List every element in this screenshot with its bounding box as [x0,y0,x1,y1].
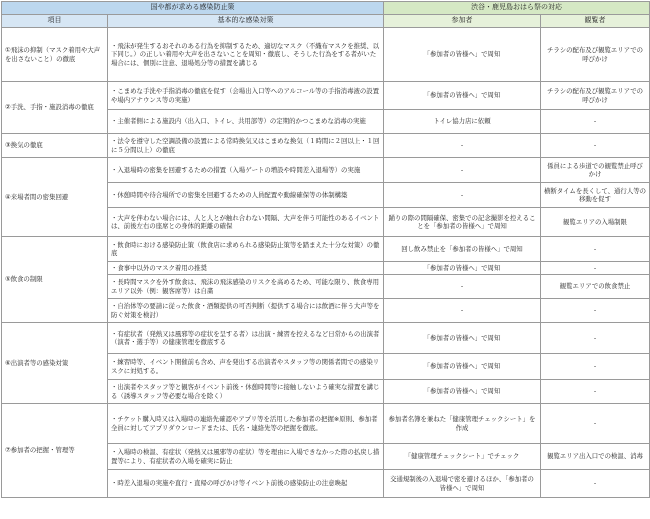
measure-cell: ・飲食時における感染防止策（飲食店に求められる感染防止策等を踏まえた十分な対策）の徹底 [108,237,384,262]
participant-cell: 「参加者の皆様へ」で周知 [384,262,541,275]
participant-header: 参加者 [384,15,541,28]
spectator-cell: - [541,380,650,404]
table-row [2,404,650,444]
participant-cell: 交通規制後の入退場で密を避けるほか、「参加者の皆様へ」で周知 [384,470,541,498]
table-row [2,158,650,183]
participant-cell: 「参加者の皆様へ」で周知 [384,28,541,82]
participant-cell: - [384,183,541,208]
participant-cell: 「参加者の皆様へ」で周知 [384,354,541,380]
measure-cell: ・主催者側による施設内（出入口、トイレ、共用部等）の定期的かつこまめな消毒の実施 [108,110,384,134]
measure-cell: ・休憩時間や待合場所での密集を回避するための人員配置や動線確保等の体制構築 [108,183,384,208]
table-row [2,28,650,82]
category-cell: ③換気の徹底 [2,134,108,158]
measure-cell: ・大声を伴わない場合には、人と人とが触れ合わない間隔、大声を伴う可能性のあるイベントは、前後左右の座席との身体的距離の確保 [108,208,384,237]
infection-measures-table [1,1,650,498]
local-group-header: 渋谷・鹿児島おはら祭の対応 [384,2,650,15]
measure-cell: ・入退場時の密集を回避するための措置（入場ゲートの増設や時間差入退場等）の実施 [108,158,384,183]
spectator-cell: - [541,262,650,275]
spectator-header: 観覧者 [541,15,650,28]
spectator-cell: - [541,323,650,354]
item-header: 項目 [2,15,108,28]
spectator-cell: 観覧エリア出入口での検温、消毒 [541,444,650,470]
table-body [2,28,650,498]
table-row [2,82,650,110]
category-cell: ②手洗、手指・施設消毒の徹底 [2,82,108,134]
measure-cell: ・長時間マスクを外す飲食は、飛沫の飛沫感染のリスクを高めるため、可能な限り、飲食専用エリア以外（例：観客席等）は自粛 [108,275,384,299]
table-row [2,134,650,158]
spectator-cell: - [541,404,650,444]
spectator-cell: 横断タイムを長くして、通行人等の移動を促す [541,183,650,208]
participant-cell: - [384,134,541,158]
participant-cell: - [384,275,541,299]
spectator-cell: - [541,470,650,498]
spectator-cell: 観覧エリアでの飲食禁止 [541,275,650,299]
measure-cell: ・有症状者（発熱又は風邪等の症状を呈する者）は出演・練習を控えるなど日常からの出演者（演者・選手等）の健康管理を徹底する [108,323,384,354]
participant-cell: 「健康管理チェックシート」でチェック [384,444,541,470]
participant-cell: 「参加者の皆様へ」で周知 [384,323,541,354]
spectator-cell: - [541,354,650,380]
spectator-cell: - [541,134,650,158]
measure-cell: ・自治体等の要請に従った飲食・酒類提供の可否判断（提供する場合には飲酒に伴う大声等を防ぐ対策を検討） [108,299,384,323]
participant-cell: 参加者名簿を兼ねた「健康管理チェックシート」を作成 [384,404,541,444]
spectator-cell: チラシの配布及び観覧エリアでの呼びかけ [541,82,650,110]
participant-cell: 「参加者の皆様へ」で周知 [384,380,541,404]
measure-cell: ・飛沫が発生するおそれのある行為を抑制するため、適切なマスク（不織布マスクを推奨、以下同じ。）の正しい着用や大声を出さないことを周知・徹底し、そうした行為をする者がいた場合には、個別に注意、退場処分等の措置を講じる [108,28,384,82]
category-cell: ①飛沫の抑制（マスク着用や大声を出さないこと）の徹底 [2,28,108,82]
spectator-cell: - [541,237,650,262]
measure-cell: ・時差入退場の実施や直行・直帰の呼びかけ等イベント前後の感染防止の注意喚起 [108,470,384,498]
participant-cell: 回し飲み禁止を「参加者の皆様へ」で周知 [384,237,541,262]
measure-cell: ・入場時の検温、有症状（発熱又は風邪等の症状）等を理由に入場できなかった際の払戻し措置等により、有症状者の入場を確実に防止 [108,444,384,470]
spectator-cell: チラシの配布及び観覧エリアでの呼びかけ [541,28,650,82]
spectator-cell: - [541,110,650,134]
gov-group-header: 国や都が求める感染防止策 [2,2,384,15]
table-row [2,237,650,262]
measure-header: 基本的な感染対策 [108,15,384,28]
category-cell: ⑥出演者等の感染対策 [2,323,108,404]
measure-cell: ・練習時等、イベント開催前も含め、声を発出する出演者やスタッフ等の関係者間での感染リスクに対処する。 [108,354,384,380]
participant-cell: 「参加者の皆様へ」で周知 [384,82,541,110]
participant-cell: トイレ協力店に依頼 [384,110,541,134]
measure-cell: ・こまめな手洗や手指消毒の徹底を促す（会場出入口等へのアルコール等の手指消毒液の設置や場内アナウンス等の実施） [108,82,384,110]
participant-cell: - [384,158,541,183]
spectator-cell: 係員による歩道での観覧禁止呼びかけ [541,158,650,183]
category-cell: ④来場者間の密集回避 [2,158,108,237]
table-row [2,323,650,354]
category-cell: ⑤飲食の制限 [2,237,108,323]
measure-cell: ・法令を遵守した空調設備の設置による常時換気又はこまめな換気（１時間に２回以上・１回に５分間以上）の徹底 [108,134,384,158]
participant-cell: - [384,299,541,323]
spectator-cell: - [541,299,650,323]
measure-cell: ・出演者やスタッフ等と観客がイベント前後・休憩時間等に接触しないよう確実な措置を講じる（誘導スタッフ等必要な場合を除く） [108,380,384,404]
participant-cell: 踊りの際の間隔確保、密集での記念撮影を控えることを「参加者の皆様へ」で周知 [384,208,541,237]
category-cell: ⑦参加者の把握・管理等 [2,404,108,498]
measure-cell: ・食事中以外のマスク着用の推奨 [108,262,384,275]
spectator-cell: 観覧エリアの入場制限 [541,208,650,237]
measure-cell: ・チケット購入時又は入場時の連絡先確認やアプリ等を活用した参加者の把握※原則、参加者全員に対してアプリダウンロードまたは、氏名・連絡先等の把握を徹底。 [108,404,384,444]
